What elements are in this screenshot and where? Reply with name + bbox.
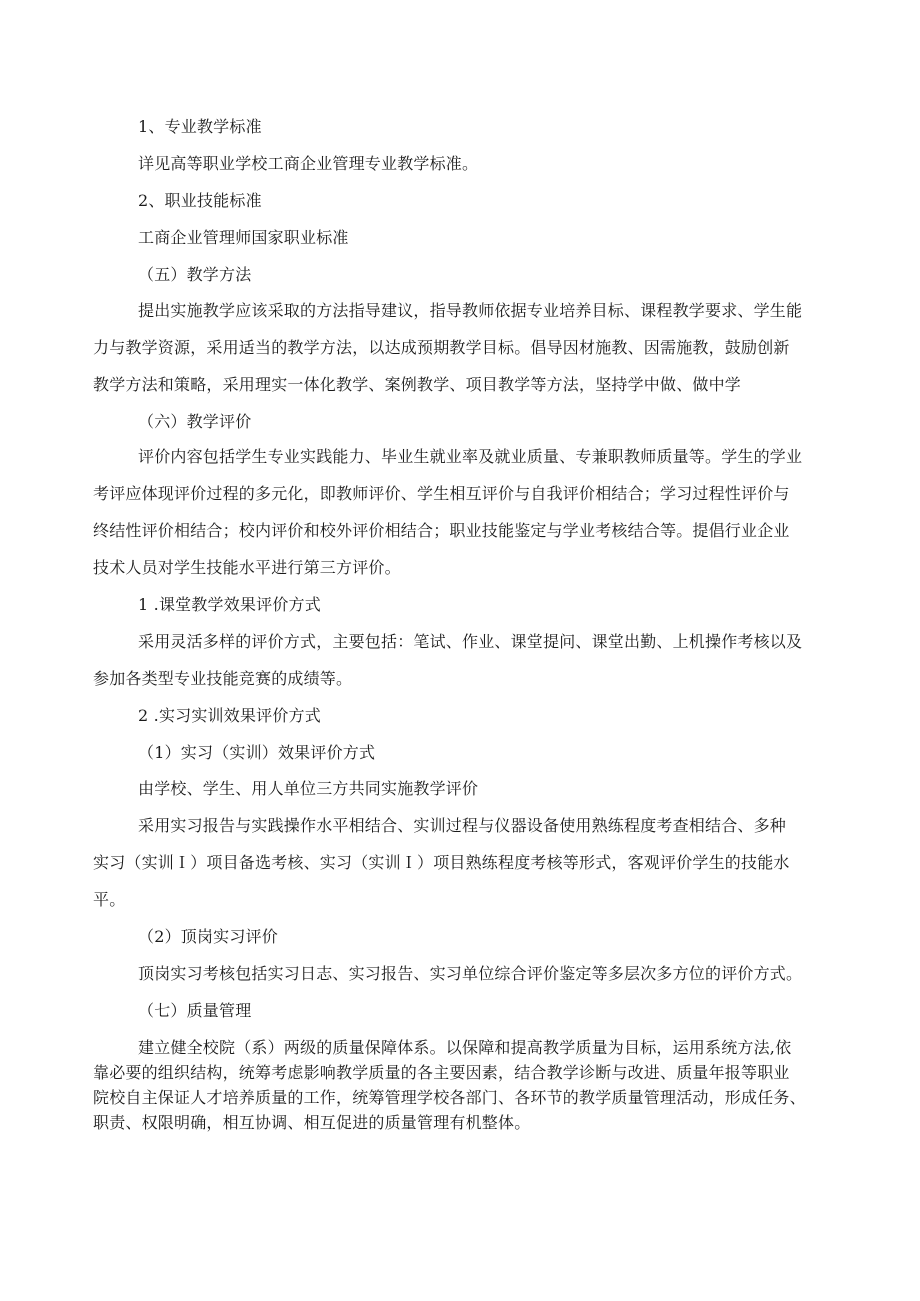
heading-teaching-standard: 1、专业教学标准	[138, 117, 262, 136]
heading-skill-standard: 2、职业技能标准	[138, 191, 262, 210]
section-heading-teaching-evaluation: （六）教学评价	[138, 412, 252, 431]
paragraph-line: 院校自主保证人才培养质量的工作，统筹管理学校各部门、各环节的教学质量管理活动，形成任务、	[93, 1088, 806, 1107]
paragraph-line: 采用实习报告与实践操作水平相结合、实训过程与仪器设备使用熟练程度考查相结合、多种	[138, 816, 787, 835]
paragraph-line: 建立健全校院（系）两级的质量保障体系。以保障和提高教学质量为目标，运用系统方法,依	[138, 1038, 792, 1057]
paragraph-line: 考评应体现评价过程的多元化，即教师评价、学生相互评价与自我评价相结合；学习过程性评价与	[93, 484, 790, 503]
paragraph-line: 教学方法和策略，采用理实一体化教学、案例教学、项目教学等方法，坚持学中做、做中学	[93, 375, 742, 394]
paragraph-line: 技术人员对学生技能水平进行第三方评价。	[93, 558, 401, 577]
paragraph-skill-standard: 工商企业管理师国家职业标准	[138, 228, 349, 247]
paragraph-line: 采用灵活多样的评价方式，主要包括：笔试、作业、课堂提问、课堂出勤、上机操作考核以及	[138, 632, 803, 651]
section-heading-teaching-methods: （五）教学方法	[138, 265, 252, 284]
paragraph-line: 评价内容包括学生专业实践能力、毕业生就业率及就业质量、专兼职教师质量等。学生的学业	[138, 447, 803, 466]
paragraph-line: 实习（实训Ｉ）项目备选考核、实习（实训Ｉ）项目熟练程度考核等形式，客观评价学生的技能水	[93, 853, 790, 872]
paragraph-line: 平。	[93, 890, 126, 909]
paragraph-line: 力与教学资源，采用适当的教学方法，以达成预期教学目标。倡导因材施教、因需施教，鼓励创新	[93, 338, 790, 357]
paragraph-line: 参加各类型专业技能竞赛的成绩等。	[93, 669, 353, 688]
subheading-internship-effect: （1）实习（实训）效果评价方式	[138, 743, 376, 762]
paragraph-line: 靠必要的组织结构，统筹考虑影响教学质量的各主要因素，结合教学诊断与改进、质量年报等职业	[93, 1063, 790, 1082]
paragraph-line: 顶岗实习考核包括实习日志、实习报告、实习单位综合评价鉴定等多层次多方位的评价方式。	[138, 964, 803, 983]
paragraph-line: 提出实施教学应该采取的方法指导建议，指导教师依据专业培养目标、课程教学要求、学生能	[138, 301, 803, 320]
subheading-internship-evaluation: 2 .实习实训效果评价方式	[138, 706, 321, 725]
subheading-classroom-evaluation: 1 .课堂教学效果评价方式	[138, 595, 321, 614]
subheading-post-internship: （2）顶岗实习评价	[138, 927, 278, 946]
paragraph-line: 由学校、学生、用人单位三方共同实施教学评价	[138, 779, 479, 798]
paragraph-line: 终结性评价相结合；校内评价和校外评价相结合；职业技能鉴定与学业考核结合等。提倡行业企业	[93, 521, 790, 540]
paragraph-teaching-standard: 详见高等职业学校工商企业管理专业教学标准。	[138, 154, 479, 173]
paragraph-line: 职责、权限明确，相互协调、相互促进的质量管理有机整体。	[93, 1113, 531, 1132]
section-heading-quality-management: （七）质量管理	[138, 1001, 252, 1020]
